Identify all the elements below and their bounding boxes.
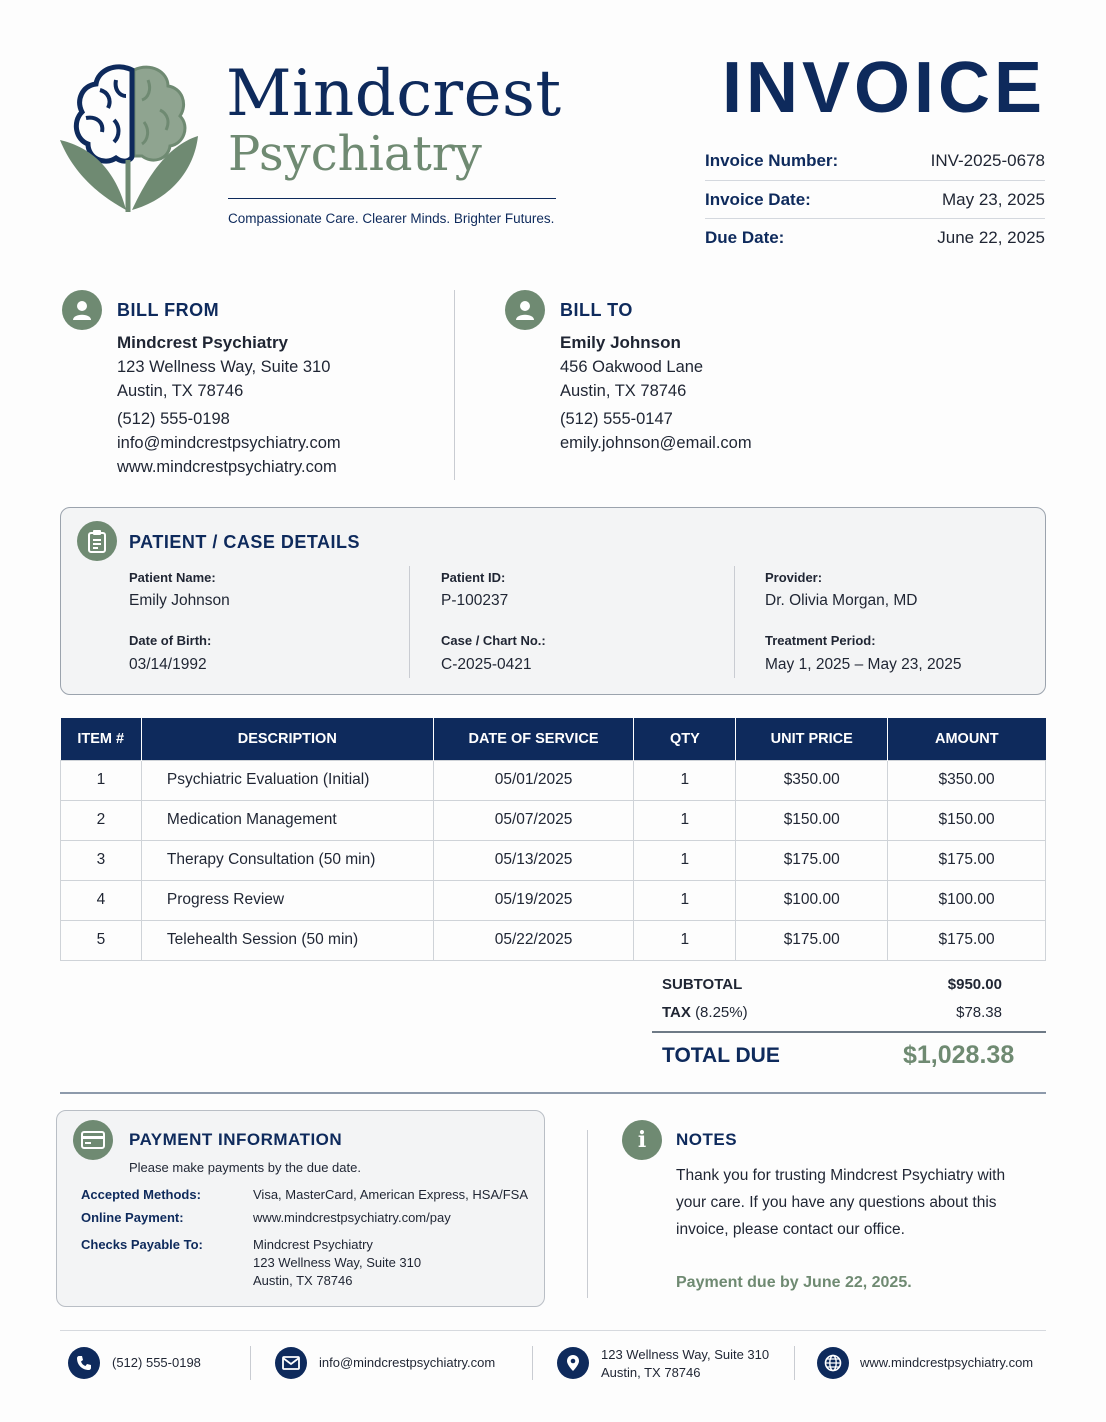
footer-email[interactable]: info@mindcrestpsychiatry.com: [319, 1355, 496, 1370]
footer-divider-v: [250, 1346, 251, 1380]
patient-divider: [409, 566, 410, 678]
cell-date: 05/01/2025: [433, 760, 634, 800]
table-header-row: [61, 718, 1046, 760]
bill-to-block: [560, 331, 752, 455]
subtotal-row: [662, 976, 1002, 993]
patient-id-value: P-100237: [441, 592, 509, 609]
dob-value: 03/14/1992: [129, 656, 207, 673]
due-date-row: [705, 219, 1045, 257]
bill-to-title: BILL TO: [560, 300, 633, 320]
payment-info-title: PAYMENT INFORMATION: [129, 1130, 343, 1149]
cell-amount: $100.00: [888, 880, 1046, 920]
header-description: DESCRIPTION: [141, 718, 433, 760]
bill-to-name: Emily Johnson: [560, 333, 681, 352]
footer-address-line: 123 Wellness Way, Suite 310: [601, 1347, 770, 1362]
cell-item: 3: [61, 840, 142, 880]
table-row: [61, 840, 1046, 880]
cell-amount: $175.00: [888, 920, 1046, 960]
checks-payable-value: [253, 1236, 421, 1290]
bill-from-website[interactable]: www.mindcrestpsychiatry.com: [117, 458, 337, 476]
mail-icon: [275, 1347, 307, 1379]
subtotal-label: SUBTOTAL: [662, 976, 743, 993]
globe-icon: [817, 1347, 849, 1379]
location-pin-icon: [557, 1347, 589, 1379]
header-amount: AMOUNT: [888, 718, 1046, 760]
header-qty: QTY: [634, 718, 736, 760]
invoice-number-value: INV-2025-0678: [930, 151, 1045, 170]
tax-rate: (8.25%): [695, 1004, 748, 1021]
cell-date: 05/22/2025: [433, 920, 634, 960]
brain-leaf-logo: [56, 60, 204, 220]
cell-item: 1: [61, 760, 142, 800]
totals-divider: [652, 1031, 1046, 1033]
cell-date: 05/07/2025: [433, 800, 634, 840]
tax-value: $78.38: [956, 1004, 1002, 1021]
bill-from-title: BILL FROM: [117, 300, 220, 320]
patient-divider: [734, 566, 735, 678]
subtotal-value: $950.00: [947, 976, 1002, 993]
bill-to-address1: 456 Oakwood Lane: [560, 358, 704, 376]
payment-due-note: Payment due by June 22, 2025.: [676, 1274, 912, 1291]
cell-unit-price: $100.00: [736, 880, 888, 920]
patient-details-title: PATIENT / CASE DETAILS: [129, 532, 361, 552]
bill-from-address2: Austin, TX 78746: [117, 382, 244, 400]
due-date-label: Due Date:: [705, 228, 785, 247]
cell-description: Psychiatric Evaluation (Initial): [141, 760, 433, 800]
header-item: ITEM #: [61, 718, 142, 760]
case-label: Case / Chart No.:: [441, 633, 546, 648]
section-divider: [60, 1092, 1046, 1094]
notes-title: NOTES: [676, 1130, 738, 1149]
bill-from-address1: 123 Wellness Way, Suite 310: [117, 358, 331, 376]
user-icon: [505, 290, 545, 330]
checks-payable-label: Checks Payable To:: [81, 1237, 203, 1252]
bill-from-name: Mindcrest Psychiatry: [117, 333, 289, 352]
brand-name: Mindcrest: [226, 57, 562, 131]
footer-website[interactable]: www.mindcrestpsychiatry.com: [860, 1355, 1034, 1370]
total-due-value: $1,028.38: [903, 1041, 1015, 1069]
cell-qty: 1: [634, 920, 736, 960]
invoice-date-value: May 23, 2025: [941, 190, 1045, 209]
cell-qty: 1: [634, 880, 736, 920]
table-row: [61, 760, 1046, 800]
bill-divider: [454, 290, 455, 480]
brand-rule: [228, 198, 556, 199]
bill-to-email[interactable]: emily.johnson@email.com: [560, 434, 752, 452]
brand-subtitle: Psychiatry: [228, 126, 482, 182]
provider-label: Provider:: [765, 570, 823, 585]
tax-row: [662, 1004, 1002, 1021]
invoice-date-label: Invoice Date:: [705, 190, 811, 209]
patient-id-label: Patient ID:: [441, 570, 506, 585]
accepted-methods-label: Accepted Methods:: [81, 1187, 201, 1202]
due-date-value: June 22, 2025: [937, 228, 1045, 247]
bill-from-phone: (512) 555-0198: [117, 410, 230, 428]
invoice-title: INVOICE: [721, 48, 1046, 128]
cell-unit-price: $150.00: [736, 800, 888, 840]
cell-unit-price: $175.00: [736, 920, 888, 960]
cell-description: Progress Review: [141, 880, 433, 920]
invoice-date-row: [705, 181, 1045, 219]
online-payment-label: Online Payment:: [81, 1210, 184, 1225]
header-unit-price: UNIT PRICE: [736, 718, 888, 760]
cell-amount: $175.00: [888, 840, 1046, 880]
cell-qty: 1: [634, 800, 736, 840]
footer-divider: [60, 1330, 1046, 1331]
cell-unit-price: $350.00: [736, 760, 888, 800]
clipboard-icon: [77, 521, 117, 561]
cell-qty: 1: [634, 760, 736, 800]
info-icon: i: [622, 1120, 662, 1160]
bill-from-block: [117, 331, 341, 479]
dob-label: Date of Birth:: [129, 633, 212, 648]
case-value: C-2025-0421: [441, 656, 532, 673]
checks-line: Mindcrest Psychiatry: [253, 1237, 373, 1252]
treatment-period-value: May 1, 2025 – May 23, 2025: [765, 656, 962, 673]
table-row: [61, 880, 1046, 920]
cell-item: 2: [61, 800, 142, 840]
header-date-of-service: DATE OF SERVICE: [433, 718, 634, 760]
footer-divider-v: [532, 1346, 533, 1380]
online-payment-link[interactable]: www.mindcrestpsychiatry.com/pay: [253, 1210, 451, 1225]
notes-text: Thank you for trusting Mindcrest Psychiatry with your care. If you have any questions about this invoice, please contact our office.: [676, 1167, 1006, 1238]
payment-intro: Please make payments by the due date.: [129, 1160, 361, 1175]
patient-name-value: Emily Johnson: [129, 592, 230, 609]
bill-to-address2: Austin, TX 78746: [560, 382, 687, 400]
provider-value: Dr. Olivia Morgan, MD: [765, 592, 918, 609]
patient-name-label: Patient Name:: [129, 570, 216, 585]
invoice-number-label: Invoice Number:: [705, 151, 839, 170]
table-row: [61, 920, 1046, 960]
cell-amount: $150.00: [888, 800, 1046, 840]
user-icon: [62, 290, 102, 330]
cell-qty: 1: [634, 840, 736, 880]
bill-from-email[interactable]: info@mindcrestpsychiatry.com: [117, 434, 341, 452]
bill-to-phone: (512) 555-0147: [560, 410, 673, 428]
footer-divider-v: [794, 1346, 795, 1380]
checks-line: Austin, TX 78746: [253, 1273, 353, 1288]
cell-description: Therapy Consultation (50 min): [141, 840, 433, 880]
treatment-period-label: Treatment Period:: [765, 633, 876, 648]
footer-address-line: Austin, TX 78746: [601, 1365, 701, 1380]
credit-card-icon: [73, 1120, 113, 1160]
footer-phone: (512) 555-0198: [112, 1355, 201, 1370]
cell-item: 5: [61, 920, 142, 960]
phone-icon: [68, 1347, 100, 1379]
cell-amount: $350.00: [888, 760, 1046, 800]
tax-label: TAX: [662, 1004, 691, 1021]
cell-date: 05/19/2025: [433, 880, 634, 920]
cell-date: 05/13/2025: [433, 840, 634, 880]
table-row: [61, 800, 1046, 840]
invoice-items-table: [60, 718, 1046, 961]
cell-unit-price: $175.00: [736, 840, 888, 880]
cell-description: Medication Management: [141, 800, 433, 840]
total-due-label: TOTAL DUE: [662, 1044, 780, 1067]
payment-notes-divider: [587, 1130, 588, 1298]
invoice-number-row: [705, 142, 1045, 180]
brand-tagline: Compassionate Care. Clearer Minds. Brighter Futures.: [228, 211, 555, 226]
footer-address: [601, 1346, 769, 1382]
checks-line: 123 Wellness Way, Suite 310: [253, 1255, 422, 1270]
cell-item: 4: [61, 880, 142, 920]
accepted-methods-value: Visa, MasterCard, American Express, HSA/FSA: [253, 1187, 529, 1202]
cell-description: Telehealth Session (50 min): [141, 920, 433, 960]
